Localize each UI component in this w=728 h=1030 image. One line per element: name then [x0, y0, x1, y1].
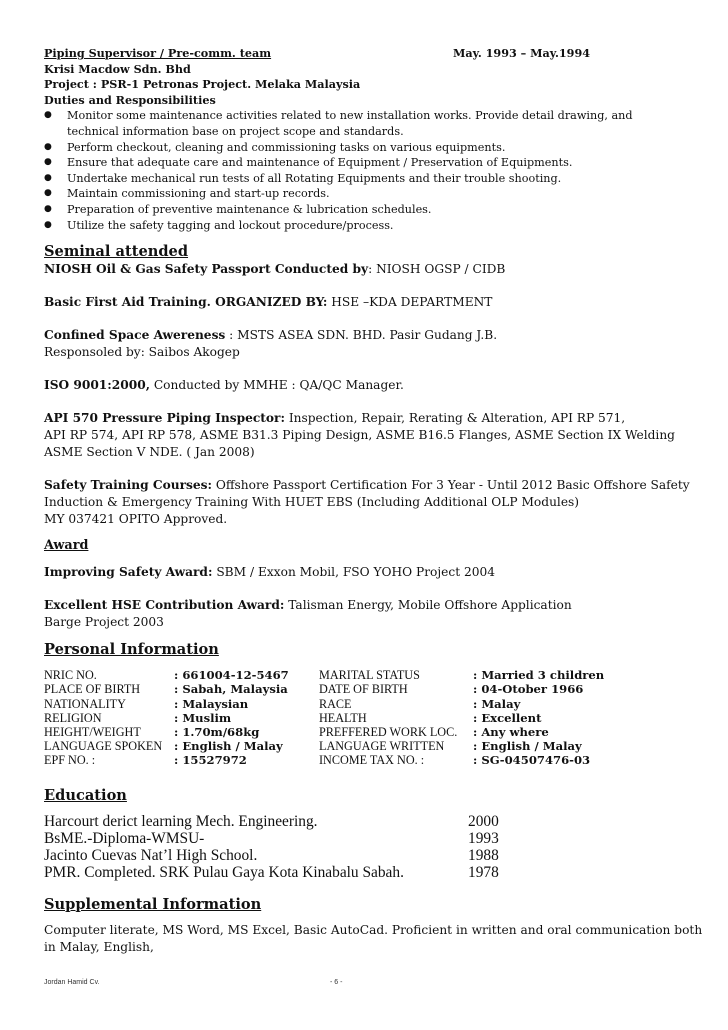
table-row: EPF NO. : : 15527972 INCOME TAX NO. : : SG-04507476-03: [44, 753, 591, 768]
seminar-item: Confined Space Awereness : MSTS ASEA SDN. BHD. Pasir Gudang J.B. Responsoled by: Saibos Akogep: [44, 328, 498, 360]
duties-heading: Duties and Responsibilities: [44, 92, 216, 107]
award-item: Excellent HSE Contribution Award: Talisman Energy, Mobile Offshore Application Barge Project 2003: [44, 598, 572, 630]
seminar-item: ISO 9001:2000, Conducted by MMHE : QA/QC Manager.: [44, 378, 404, 393]
seminar-heading: Seminal attended: [44, 243, 189, 261]
duties-list: [44, 108, 686, 233]
award-list: [44, 564, 686, 631]
seminar-item: Safety Training Courses: Offshore Passport Certification For 3 Year - Until 2012 Basic Offshore Safety Induction & Emergency Training With HUET EBS (Including Additional OLP Modules) MY 037421 OPITO Approved.: [44, 478, 690, 527]
seminar-item: API 570 Pressure Piping Inspector: Inspection, Repair, Rerating & Alteration, API RP 571, API RP 574, API RP 578, ASME B31.3 Piping Design, ASME B16.5 Flanges, ASME Section IX Welding ASME Section V NDE. ( Jan 2008): [44, 411, 675, 460]
seminar-item: Basic First Aid Training. ORGANIZED BY: HSE –KDA DEPARTMENT: [44, 295, 493, 310]
duty-item: ● Perform checkout, cleaning and commissioning tasks on various equipments.: [44, 140, 686, 156]
table-row: NRIC NO. : 661004-12-5467 MARITAL STATUS : Married 3 children: [44, 668, 605, 683]
supplemental-heading: Supplemental Information: [44, 895, 262, 913]
job-position: Piping Supervisor / Pre-comm. team: [44, 46, 272, 60]
table-row: BsME.-Diploma-WMSU- 1993: [44, 829, 499, 847]
seminar-list: [44, 261, 690, 528]
resume-page: [44, 46, 703, 956]
table-row: Jacinto Cuevas Nat’l High School. 1988: [44, 846, 499, 864]
duty-item: ● Monitor some maintenance activities related to new installation works. Provide detail drawing, and technical information base on project scope and standards.: [44, 108, 686, 139]
job-company: Krisi Macdow Sdn. Bhd: [44, 61, 191, 76]
table-row: PLACE OF BIRTH : Sabah, Malaysia DATE OF BIRTH : 04-Otober 1966: [44, 682, 584, 697]
personal-table: [44, 668, 604, 767]
job-title-row: [44, 46, 686, 62]
duty-item: ● Undertake mechanical run tests of all Rotating Equipments and their trouble shooting.: [44, 171, 686, 187]
job-block: [44, 46, 686, 108]
job-period: May. 1993 – May.1994: [453, 46, 591, 60]
table-row: Harcourt derict learning Mech. Engineering. 2000: [44, 812, 499, 830]
job-project: Project : PSR-1 Petronas Project. Melaka Malaysia: [44, 77, 361, 92]
award-item: Improving Safety Award: SBM / Exxon Mobil, FSO YOHO Project 2004: [44, 565, 496, 580]
page-number: - 6 -: [330, 979, 343, 986]
seminar-item: NIOSH Oil & Gas Safety Passport Conducted by: NIOSH OGSP / CIDB: [44, 262, 506, 277]
personal-heading: Personal Information: [44, 641, 219, 659]
table-row: NATIONALITY : Malaysian RACE : Malay: [44, 696, 521, 711]
duty-item: ● Preparation of preventive maintenance & lubrication schedules.: [44, 202, 686, 218]
education-heading: Education: [44, 786, 127, 804]
education-table: [44, 813, 499, 881]
table-row: LANGUAGE SPOKEN : English / Malay LANGUAGE WRITTEN : English / Malay: [44, 739, 582, 754]
duty-item: ● Maintain commissioning and start-up records.: [44, 186, 686, 202]
award-heading: Award: [44, 538, 89, 554]
duty-item: ● Utilize the safety tagging and lockout procedure/process.: [44, 218, 686, 234]
table-row: RELIGION : Muslim HEALTH : Excellent: [44, 710, 542, 725]
supplemental-text: Computer literate, MS Word, MS Excel, Basic AutoCad. Proficient in written and oral communication both in Malay, English,: [44, 922, 703, 954]
table-row: HEIGHT/WEIGHT : 1.70m/68kg PREFFERED WORK LOC. : Any where: [44, 724, 549, 739]
duty-item: ● Ensure that adequate care and maintenance of Equipment / Preservation of Equipments.: [44, 155, 686, 171]
footer-left: Jordan Hamid Cv.: [44, 979, 100, 986]
table-row: PMR. Completed. SRK Pulau Gaya Kota Kinabalu Sabah. 1978: [44, 863, 499, 881]
